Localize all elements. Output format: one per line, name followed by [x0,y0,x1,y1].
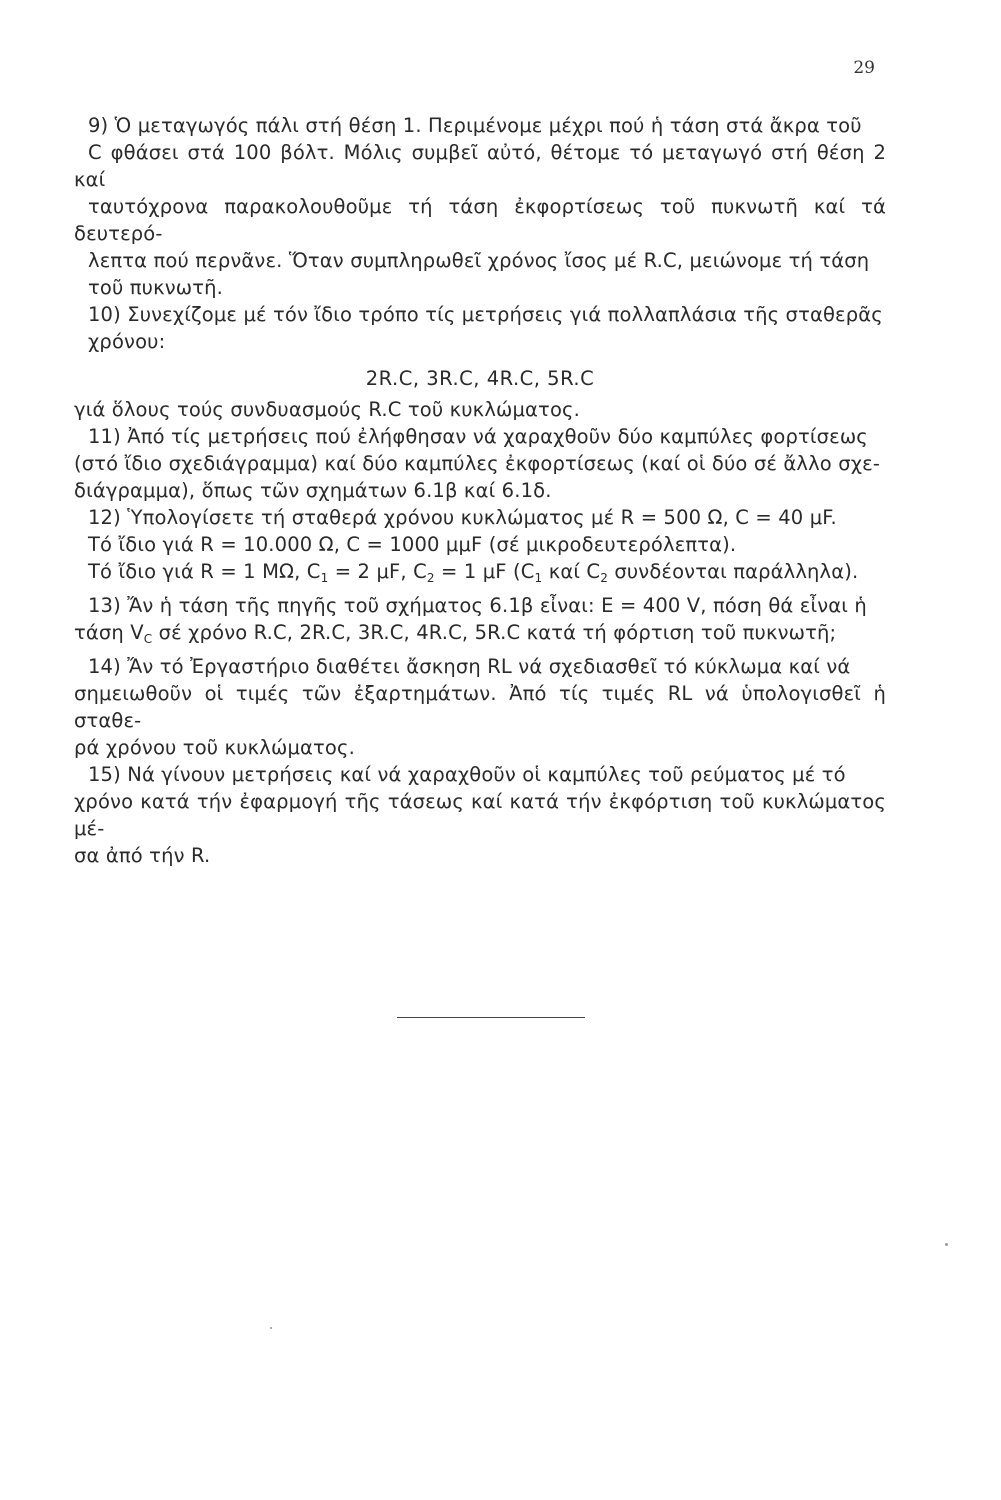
item-15 [74,761,886,869]
text-line: 13) Ἄν ἡ τάση τῆς πηγῆς τοῦ σχήματος 6.1β εἶναι: E = 400 V, πόση θά εἶναι ἡ [88,594,867,617]
time-constant-multiples: 2R.C, 3R.C, 4R.C, 5R.C [365,367,595,390]
text-run: = 1 μF (C [434,560,535,583]
text-run: καί C [542,560,601,583]
item-11 [74,423,886,504]
text-line: 12) Ὑπολογίσετε τή σταθερά χρόνου κυκλώματος μέ R = 500 Ω, C = 40 μF. [88,506,837,529]
item-14 [74,653,886,761]
text-line: γιά ὅλους τούς συνδυασμούς R.C τοῦ κυκλώματος. [74,398,580,421]
subscript: 2 [426,571,435,585]
text-line: 15) Νά γίνουν μετρήσεις καί νά χαραχθοῦν οἱ καμπύλες τοῦ ρεύματος μέ τό [88,763,846,786]
text-line: ταυτόχρονα παρακολουθοῦμε τή τάση ἐκφορτίσεως τοῦ πυκνωτῆ καί τά δευτερό- [74,195,886,245]
subscript: 1 [534,571,543,585]
subscript: C [143,632,153,646]
text-line: σα ἀπό τήν R. [74,844,211,867]
text-line: διάγραμμα), ὅπως τῶν σχημάτων 6.1β καί 6.1δ. [74,479,552,502]
item-13 [74,592,886,653]
text-line: 11) Ἀπό τίς μετρήσεις πού ἐλήφθησαν νά χαραχθοῦν δύο καμπύλες φορτίσεως [88,425,868,448]
scan-speck [270,1327,272,1329]
text-line: χρόνο κατά τήν ἐφαρμογή τῆς τάσεως καί κατά τήν ἐκφόρτιση τοῦ κυκλώματος μέ- [74,790,886,840]
text-line: (στό ἴδιο σχεδιάγραμμα) καί δύο καμπύλες ἐκφορτίσεως (καί οἱ δύο σέ ἄλλο σχε- [74,452,881,475]
subscript: 1 [320,571,329,585]
item-9 [74,112,886,301]
text-run: = 2 μF, C [328,560,427,583]
item-12 [74,504,886,592]
text-run: τάση V [74,621,144,644]
page-body [74,112,886,869]
scan-speck [945,1243,948,1246]
subscript: 2 [600,571,608,585]
text-line: ρά χρόνου τοῦ κυκλώματος. [74,736,355,759]
text-line: 14) Ἄν τό Ἐργαστήριο διαθέτει ἄσκηση RL νά σχεδιασθεῖ τό κύκλωμα καί νά [88,655,851,678]
text-run: σέ χρόνο R.C, 2R.C, 3R.C, 4R.C, 5R.C κατά τή φόρτιση τοῦ πυκνωτῆ; [152,621,837,644]
text-run: συνδέονται παράλληλα). [608,560,859,583]
item-10-continuation [74,396,886,423]
text-line: τοῦ πυκνωτῆ. [88,276,223,299]
text-line [74,558,886,592]
text-line: 9) Ὁ μεταγωγός πάλι στή θέση 1. Περιμένομε μέχρι πού ἡ τάση στά ἄκρα τοῦ [88,114,862,137]
page-number: 29 [853,58,875,78]
item-10 [74,301,886,355]
text-run: Τό ἴδιο γιά R = 1 MΩ, C [88,560,321,583]
text-line: C φθάσει στά 100 βόλτ. Μόλις συμβεῖ αὐτό, θέτομε τό μεταγωγό στή θέση 2 καί [74,141,886,191]
text-line: λεπτα πού περνᾶνε. Ὅταν συμπληρωθεῖ χρόνος ἴσος μέ R.C, μειώνομε τή τάση [88,249,870,272]
text-line: 10) Συνεχίζομε μέ τόν ἴδιο τρόπο τίς μετρήσεις γιά πολλαπλάσια τῆς σταθερᾶς [88,303,883,326]
text-line [74,619,886,653]
text-line: Τό ἴδιο γιά R = 10.000 Ω, C = 1000 μμF (σέ μικροδευτερόλεπτα). [88,533,737,556]
text-line: χρόνου: [88,330,166,353]
text-line: σημειωθοῦν οἱ τιμές τῶν ἐξαρτημάτων. Ἀπό τίς τιμές RL νά ὑπολογισθεῖ ἡ σταθε- [74,682,886,732]
section-end-rule [397,1017,585,1018]
